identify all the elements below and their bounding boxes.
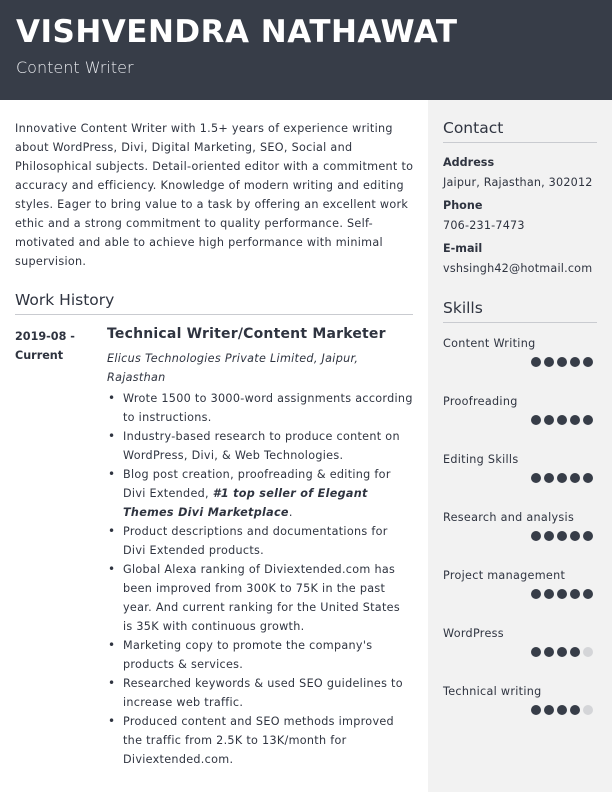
skill-item (443, 511, 597, 551)
skill-name: Research and analysis (443, 511, 575, 524)
rating-dot-filled (570, 473, 580, 483)
job-dates: 2019-08 - Current (15, 330, 75, 362)
candidate-title: Content Writer (16, 58, 134, 77)
rating-dot-filled (570, 705, 580, 715)
bullet-text: Researched keywords & used SEO guidelines to increase web traffic. (123, 677, 403, 709)
job-bullet (107, 674, 413, 712)
phone-label: Phone (443, 199, 483, 212)
rating-dot-filled (544, 647, 554, 657)
rating-dot-filled (583, 589, 593, 599)
skill-name: Content Writing (443, 337, 536, 350)
skill-rating (531, 357, 593, 367)
skills-divider (443, 322, 597, 323)
email-value: vshsingh42@hotmail.com (443, 262, 593, 275)
skill-rating (531, 705, 593, 715)
skill-item (443, 395, 597, 435)
bullet-text: in the past year. And current ranking for the United States is 35K with continuous growth. (123, 582, 400, 633)
main-column (0, 100, 428, 792)
rating-dot-filled (557, 415, 567, 425)
rating-dot-filled (557, 531, 567, 541)
rating-dot-filled (531, 705, 541, 715)
rating-dot-filled (544, 589, 554, 599)
rating-dot-filled (570, 531, 580, 541)
skills-heading: Skills (443, 299, 483, 317)
rating-dot-filled (570, 647, 580, 657)
rating-dot-filled (531, 589, 541, 599)
rating-dot-empty (583, 705, 593, 715)
bullet-text: 300K to 75K (246, 582, 319, 595)
skill-rating (531, 589, 593, 599)
job-entry (107, 324, 413, 769)
bullet-text: #1 top seller of Elegant Themes Divi Marketplace (123, 487, 368, 519)
rating-dot-empty (583, 647, 593, 657)
rating-dot-filled (544, 473, 554, 483)
skill-name: Proofreading (443, 395, 518, 408)
contact-divider (443, 142, 597, 143)
bullet-text: Product descriptions and documentations for Divi Extended products. (123, 525, 388, 557)
bullet-text: . (288, 506, 293, 519)
rating-dot-filled (570, 589, 580, 599)
skill-rating (531, 647, 593, 657)
skill-item (443, 569, 597, 609)
skill-item (443, 337, 597, 377)
job-company: Elicus Technologies Private Limited, Jaipur, Rajasthan (107, 352, 359, 384)
rating-dot-filled (583, 531, 593, 541)
skill-name: Project management (443, 569, 566, 582)
job-role: Technical Writer/Content Marketer (107, 326, 386, 342)
skill-rating (531, 415, 593, 425)
job-bullet (107, 465, 413, 522)
bullet-text: Produced content and SEO methods improved the traffic from (123, 715, 394, 747)
job-bullet (107, 389, 413, 427)
rating-dot-filled (570, 357, 580, 367)
header-banner (0, 0, 612, 100)
bullet-text: Marketing copy to promote the company's products & services. (123, 639, 373, 671)
bullet-text: for Diviextended.com. (123, 734, 347, 766)
rating-dot-filled (583, 473, 593, 483)
phone-value: 706-231-7473 (443, 219, 525, 232)
rating-dot-filled (557, 705, 567, 715)
rating-dot-filled (544, 705, 554, 715)
rating-dot-filled (557, 357, 567, 367)
professional-summary: Innovative Content Writer with 1.5+ years of experience writing about WordPress, Divi, Digital Marketing, SEO, Social and Philosophical subjects. Detail-oriented editor with a commitment to accuracy and efficiency. Knowledge of modern writing and editing styles. Eager to bring value to a task by offering an excellent work ethic and a strong commitment to quality performance. Self-motivated and able to achieve high performance with minimal supervision. (15, 122, 414, 268)
rating-dot-filled (570, 415, 580, 425)
rating-dot-filled (544, 415, 554, 425)
rating-dot-filled (557, 647, 567, 657)
candidate-name: VISHVENDRA NATHAWAT (16, 14, 458, 50)
rating-dot-filled (544, 531, 554, 541)
work-history-divider (15, 314, 413, 315)
rating-dot-filled (531, 415, 541, 425)
skill-name: Technical writing (443, 685, 542, 698)
skill-name: Editing Skills (443, 453, 519, 466)
job-bullet (107, 636, 413, 674)
skill-rating (531, 473, 593, 483)
job-bullet-list (107, 389, 413, 769)
job-bullet (107, 427, 413, 465)
job-bullet (107, 560, 413, 636)
rating-dot-filled (583, 357, 593, 367)
email-label: E-mail (443, 242, 483, 255)
skill-item (443, 627, 597, 667)
rating-dot-filled (557, 589, 567, 599)
address-value: Jaipur, Rajasthan, 302012 (443, 176, 593, 189)
rating-dot-filled (531, 357, 541, 367)
rating-dot-filled (557, 473, 567, 483)
skill-item (443, 685, 597, 725)
bullet-text: 2.5K to 13K/month (216, 734, 327, 747)
bullet-text: Wrote 1500 to 3000-word assignments according to instructions. (123, 392, 413, 424)
job-bullet (107, 712, 413, 769)
rating-dot-filled (531, 531, 541, 541)
contact-heading: Contact (443, 119, 504, 137)
rating-dot-filled (531, 473, 541, 483)
bullet-text: Blog post creation, proofreading & editing for Divi Extended, (123, 468, 391, 500)
rating-dot-filled (583, 415, 593, 425)
skill-item (443, 453, 597, 493)
bullet-text: Industry-based research to produce content on WordPress, Divi, & Web Technologies. (123, 430, 400, 462)
rating-dot-filled (531, 647, 541, 657)
address-label: Address (443, 156, 495, 169)
skill-name: WordPress (443, 627, 504, 640)
bullet-text: Global Alexa ranking of Diviextended.com has been improved from (123, 563, 396, 595)
job-bullet (107, 522, 413, 560)
rating-dot-filled (544, 357, 554, 367)
skill-rating (531, 531, 593, 541)
work-history-heading: Work History (15, 291, 115, 309)
